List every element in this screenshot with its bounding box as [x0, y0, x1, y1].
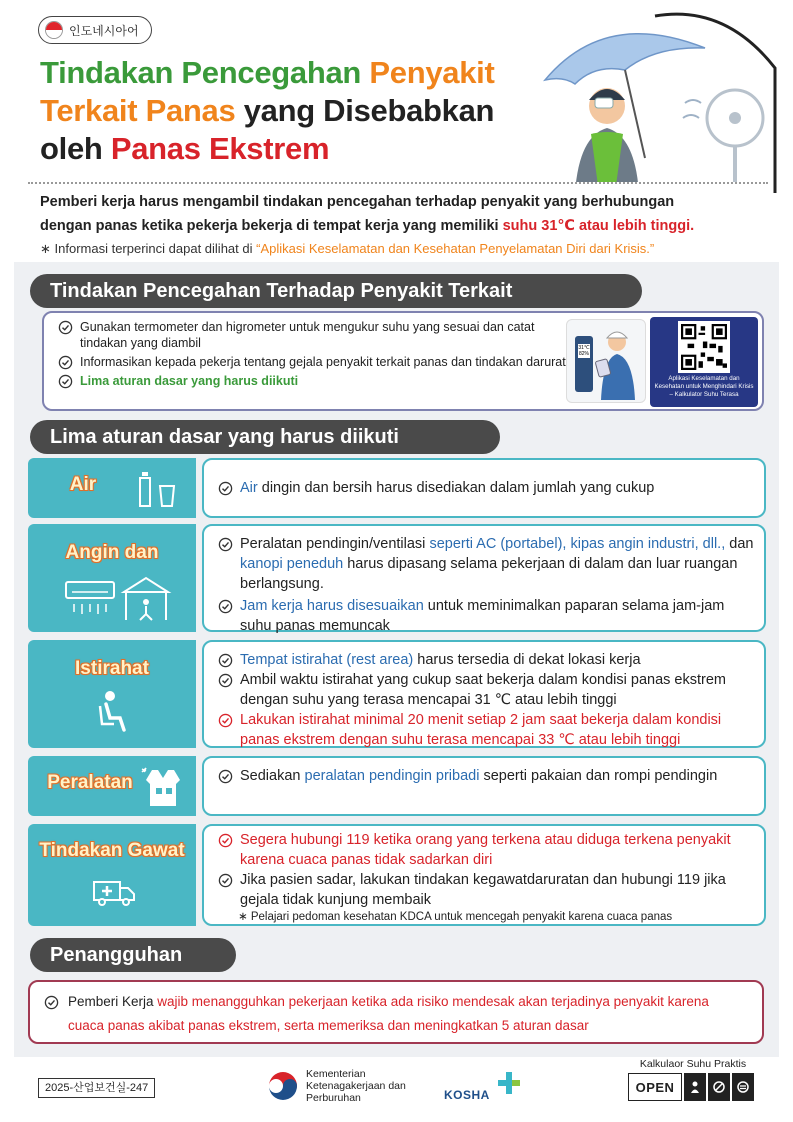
open-title: Kalkulaor Suhu Praktis [639, 1058, 747, 1070]
check-circle-icon [218, 599, 233, 614]
list-item: Segera hubungi 119 ketika orang yang terkena atau diduga terkena penyakit karena cuaca panas tidak sadarkan diri [218, 830, 754, 870]
check-circle-icon [218, 481, 233, 496]
open-badge: OPEN [628, 1073, 682, 1101]
rule-peralatan [28, 756, 766, 816]
list-item: Pemberi Kerja wajib menangguhkan pekerjaan ketika ada risiko mendesak akan terjadinya penyakit karena cuaca panas akibat panas ekstrem, serta memeriksa dan meningkatkan 5 aturan dasar [44, 990, 748, 1038]
rule-content [202, 756, 766, 816]
prevention-heading: Tindakan Pencegahan Terhadap Penyakit Terkait [30, 274, 642, 308]
rule-content [202, 824, 766, 926]
kosha-label: KOSHA [444, 1088, 490, 1102]
rule-content [202, 640, 766, 748]
no-derivatives-icon [732, 1073, 754, 1101]
open-license-block [628, 1058, 758, 1101]
qr-code-card[interactable] [650, 317, 758, 407]
check-circle-icon [44, 995, 59, 1010]
cooling-vest-icon [140, 766, 186, 808]
suspension-heading: Penangguhan [30, 938, 236, 972]
indonesia-flag-icon [45, 21, 63, 39]
list-item: Peralatan pendingin/ventilasi seperti AC (portabel), kipas angin industri, dll., dan kanopi peneduh harus dipasang selama pekerjaan di dalam dan luar ruangan berlangsung. [218, 534, 754, 594]
attribution-icon [684, 1073, 706, 1101]
list-item: Air dingin dan bersih harus disediakan dalam jumlah yang cukup [218, 478, 754, 498]
rule-angin [28, 524, 766, 632]
rule-content [202, 524, 766, 632]
check-circle-icon [218, 653, 233, 668]
resting-person-icon [96, 690, 130, 732]
korea-emblem-icon [266, 1069, 300, 1103]
list-item: Lima aturan dasar yang harus diikuti [58, 373, 568, 389]
rule-air [28, 458, 766, 518]
check-circle-icon [218, 673, 233, 688]
language-badge [38, 16, 152, 44]
list-item: Jika pasien sadar, lakukan tindakan kegawatdaruratan dan hubungi 119 jika gejala tidak kunjung membaik [218, 870, 754, 910]
rule-label-peralatan: Peralatan [47, 772, 133, 793]
check-circle-icon [218, 833, 233, 848]
intro-note: ∗ Informasi terperinci dapat dilihat di “Aplikasi Keselamatan dan Kesehatan Penyelamatan Diri dari Krisis.” [40, 241, 655, 256]
prevention-list [58, 319, 568, 392]
rule-istirahat [28, 640, 766, 748]
suspension-box [28, 980, 764, 1044]
device-readout: 31℃ 82% [578, 345, 590, 357]
check-circle-icon [58, 320, 73, 335]
qr-code-icon[interactable] [678, 321, 730, 373]
intro-box [28, 182, 768, 262]
language-label: 인도네시아어 [69, 23, 139, 38]
thermometer-worker-illustration [566, 319, 646, 403]
intro-line-1: Pemberi kerja harus mengambil tindakan pencegahan terhadap penyakit yang berhubungan [40, 194, 675, 210]
rules-heading: Lima aturan dasar yang harus diikuti [30, 420, 500, 454]
worker-umbrella-illustration [535, 8, 785, 193]
rule-label-angin: Angin dan [65, 542, 159, 563]
ministry-name: Kementerian Ketenagakerjaan dan Perburuhan [306, 1068, 406, 1104]
check-circle-icon [218, 713, 233, 728]
rule-gawat [28, 824, 766, 926]
rule-content [202, 458, 766, 518]
list-item: Jam kerja harus disesuaikan untuk meminimalkan paparan selama jam-jam suhu panas memuncak [218, 596, 754, 636]
check-circle-icon [58, 355, 73, 370]
open-badges [628, 1073, 758, 1101]
prevention-box [42, 311, 764, 411]
list-item: Lakukan istirahat minimal 20 menit setiap 2 jam saat bekerja dalam kondisi panas ekstrem dengan suhu terasa mencapai 33 ℃ atau lebih tinggi [218, 710, 754, 750]
list-item: Ambil waktu istirahat yang cukup saat bekerja dalam kondisi panas ekstrem dengan suhu yang terasa mencapai 31 ℃ atau lebih tinggi [218, 670, 754, 710]
kdca-note: ∗ Pelajari pedoman kesehatan KDCA untuk mencegah penyakit karena cuaca panas [238, 911, 673, 923]
page-title: Tindakan Pencegahan Penyakit Terkait Panas yang Disebabkan oleh Panas Ekstrem [40, 55, 495, 166]
check-circle-icon [218, 537, 233, 552]
water-bottle-icon [136, 472, 180, 508]
document-code: 2025-산업보건실-247 [38, 1078, 155, 1098]
worker-thermometer-icon [567, 320, 647, 404]
list-item: Gunakan termometer dan higrometer untuk mengukur suhu yang sesuai dan catat tindakan yang diambil [58, 319, 568, 351]
list-item: Sediakan peralatan pendingin pribadi seperti pakaian dan rompi pendingin [218, 766, 754, 786]
list-item: Informasikan kepada pekerja tentang gejala penyakit terkait panas dan tindakan darurat [58, 354, 568, 370]
ministry-logo-block [266, 1068, 426, 1104]
rule-label-air: Air [69, 474, 97, 495]
ac-canopy-icon [64, 576, 174, 622]
check-circle-icon [218, 873, 233, 888]
rule-label-gawat: Tindakan Gawat [39, 840, 185, 861]
rule-label-istirahat: Istirahat [75, 658, 149, 679]
intro-line-2: dengan panas ketika pekerja bekerja di tempat kerja yang memiliki suhu 31℃ atau lebih tinggi. [40, 218, 695, 234]
check-circle-icon [58, 374, 73, 389]
qr-caption: Aplikasi Keselamatan dan Kesehatan untuk Menghindari Krisis – Kalkulator Suhu Terasa [654, 375, 754, 398]
check-circle-icon [218, 769, 233, 784]
ambulance-icon [92, 876, 136, 908]
noncommercial-icon [708, 1073, 730, 1101]
list-item: Tempat istirahat (rest area) harus tersedia di dekat lokasi kerja [218, 650, 754, 670]
